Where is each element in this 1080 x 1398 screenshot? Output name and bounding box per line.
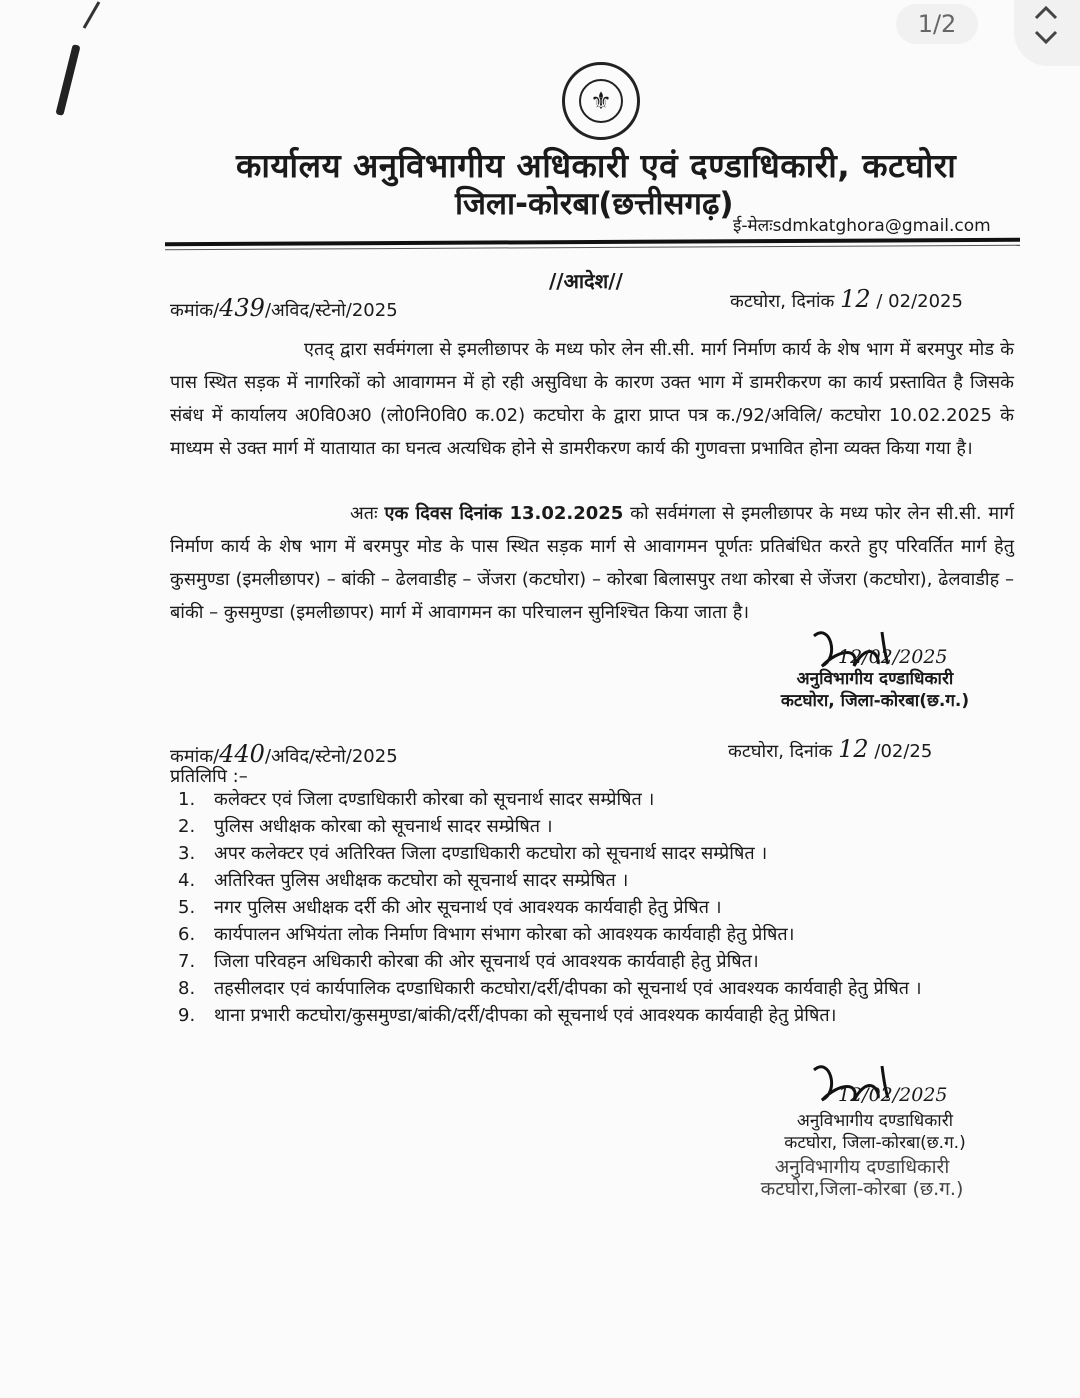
signature2-location: कटघोरा, जिला-कोरबा(छ.ग.) bbox=[784, 1133, 966, 1153]
list-item: 6. कार्यपालन अभियंता लोक निर्माण विभाग संभाग कोरबा को आवश्यक कार्यवाही हेतु प्रेषित। bbox=[178, 924, 795, 945]
copy-ref-prefix: कमांक/ bbox=[170, 746, 220, 767]
order-ref-prefix: कमांक/ bbox=[170, 300, 220, 321]
pen-mark-small bbox=[83, 1, 101, 28]
order-ref bbox=[170, 294, 398, 322]
state-emblem bbox=[562, 62, 640, 140]
order-date-rest: / 02/2025 bbox=[876, 291, 963, 312]
para2-bold: एक दिवस दिनांक 13.02.2025 bbox=[384, 503, 624, 524]
list-item: 5. नगर पुलिस अधीक्षक दर्री की ओर सूचनार्थ एवं आवश्यक कार्यवाही हेतु प्रेषित । bbox=[178, 897, 722, 918]
stamp-location: कटघोरा,जिला-कोरबा (छ.ग.) bbox=[760, 1178, 964, 1200]
copy-ref-suffix: /अविद/स्टेनो/2025 bbox=[264, 746, 398, 767]
signature1-block bbox=[760, 668, 990, 712]
order-heading: //आदेश// bbox=[549, 269, 623, 293]
list-item: 2. पुलिस अधीक्षक कोरबा को सूचनार्थ सादर सम्प्रेषित । bbox=[178, 816, 553, 837]
list-item: 7. जिला परिवहन अधिकारी कोरबा की ओर सूचनार्थ एवं आवश्यक कार्यवाही हेतु प्रेषित। bbox=[178, 951, 759, 972]
order-place-date-label: कटघोरा, दिनांक bbox=[730, 291, 835, 312]
signature2-block bbox=[770, 1110, 980, 1154]
list-item: 3. अपर कलेक्टर एवं अतिरिक्त जिला दण्डाधिकारी कटघोरा को सूचनार्थ सादर सम्प्रेषित । bbox=[178, 843, 768, 864]
order-ref-suffix: /अविद/स्टेनो/2025 bbox=[264, 300, 398, 321]
copy-place-date-label: कटघोरा, दिनांक bbox=[728, 741, 833, 762]
copy-date-day: 12 bbox=[838, 735, 869, 763]
copy-ref-number: 440 bbox=[219, 740, 265, 768]
list-item: 4. अतिरिक्त पुलिस अधीक्षक कटघोरा को सूचनार्थ सादर सम्प्रेषित । bbox=[178, 870, 629, 891]
page-indicator: 1/2 bbox=[896, 4, 978, 44]
pen-mark bbox=[55, 44, 80, 116]
copy-place-date bbox=[728, 735, 932, 763]
signature1-location: कटघोरा, जिला-कोरबा(छ.ग.) bbox=[780, 691, 970, 711]
copy-date-rest: /02/25 bbox=[874, 741, 933, 762]
para2-lead: अतः bbox=[350, 503, 378, 524]
office-email: ई-मेलःsdmkatghora@gmail.com bbox=[733, 216, 991, 236]
signature1-date: 12/02/2025 bbox=[838, 646, 948, 668]
signature1-designation: अनुविभागीय दण्डाधिकारी bbox=[796, 669, 954, 689]
header-rule-thin bbox=[165, 245, 1020, 250]
para2-rest: को सर्वमंगला से इमलीछापर के मध्य फोर लेन सी.सी. मार्ग निर्माण कार्य के शेष भाग में बरमपुर मोड के पास स्थित सड़क मार्ग से आवागमन पूर्णतः प्रतिबंधित करते हुए परिवर्तित मार्ग हेतु कुसमुण्डा (इमलीछापर) – बांकी – ढेलवाडीह – जेंजरा (कटघोरा) – कोरबा बिलासपुर तथा कोरबा से जेंजरा (कटघोरा), ढेलवाडीह – बांकी – कुसमुण्डा (इमलीछापर) मार्ग में आवागमन का परिचालन सुनिश्चित किया जाता है। bbox=[170, 503, 1014, 623]
order-place-date bbox=[730, 285, 963, 313]
chevron-down-icon[interactable] bbox=[1028, 26, 1064, 54]
order-ref-number: 439 bbox=[219, 294, 265, 322]
emblem-icon: ⚜ bbox=[579, 79, 623, 123]
signature2-date: 12/02/2025 bbox=[838, 1084, 948, 1106]
copy-recipient-list bbox=[178, 786, 978, 1029]
copy-label: प्रतिलिपि :– bbox=[170, 766, 248, 787]
stamp-designation: अनुविभागीय दण्डाधिकारी bbox=[774, 1156, 950, 1178]
office-title: कार्यालय अनुविभागीय अधिकारी एवं दण्डाधिकारी, कटघोरा bbox=[236, 146, 957, 185]
order-paragraph-1: एतद् द्वारा सर्वमंगला से इमलीछापर के मध्य फोर लेन सी.सी. मार्ग निर्माण कार्य के शेष भाग में बरमपुर मोड के पास स्थित सड़क में नागरिकों को आवागमन में हो रही असुविधा के कारण उक्त भाग में डामरीकरण का कार्य प्रस्तावित है जिसके संबंध में कार्यालय अ0वि0अ0 (लो0नि0वि0 क.02) कटघोरा के द्वारा प्राप्त पत्र क./92/अविलि/ कटघोरा 10.02.2025 के माध्यम से उक्त मार्ग में यातायात का घनत्व अत्यधिक होने से डामरीकरण कार्य की गुणवत्ता प्रभावित होना व्यक्त किया गया है। bbox=[170, 339, 1014, 459]
list-item: 1. कलेक्टर एवं जिला दण्डाधिकारी कोरबा को सूचनार्थ सादर सम्प्रेषित । bbox=[178, 789, 655, 810]
signature2-designation: अनुविभागीय दण्डाधिकारी bbox=[796, 1111, 954, 1131]
official-stamp bbox=[742, 1156, 982, 1200]
district-title: जिला-कोरबा(छत्तीसगढ़) bbox=[455, 186, 734, 222]
order-date-day: 12 bbox=[840, 285, 871, 313]
list-item: 9. थाना प्रभारी कटघोरा/कुसमुण्डा/बांकी/दर्री/दीपका को सूचनार्थ एवं आवश्यक कार्यवाही हेतु प्रेषित। bbox=[178, 1005, 837, 1026]
list-item: 8. तहसीलदार एवं कार्यपालिक दण्डाधिकारी कटघोरा/दर्री/दीपका को सूचनार्थ एवं आवश्यक कार्यवाही हेतु प्रेषित । bbox=[178, 978, 922, 999]
order-paragraph-2 bbox=[170, 497, 1014, 629]
